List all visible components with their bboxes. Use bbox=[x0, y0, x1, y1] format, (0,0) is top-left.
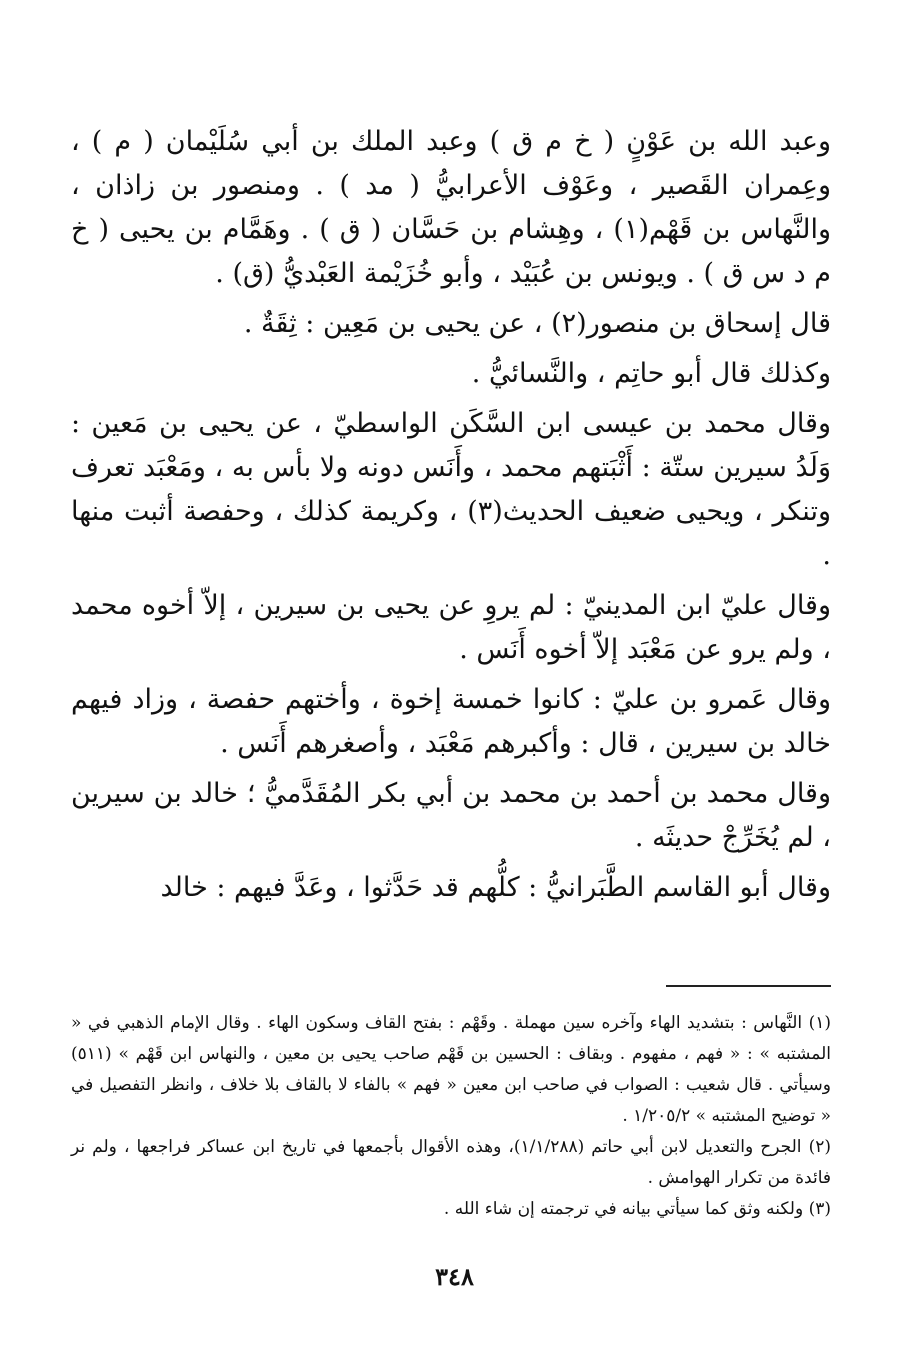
paragraph-ibn-al-madini: وقال عليّ ابن المدينيّ : لم يروِ عن يحيى بن سيرين ، إلاّ أخوه محمد ، ولم يرو عن مَعْبَد إلاّ أخوه أَنَس . bbox=[71, 590, 831, 665]
paragraph-abu-hatim: وكذلك قال أبو حاتِم ، والنَّسائيُّ . bbox=[471, 358, 831, 389]
footnotes bbox=[71, 1008, 831, 1225]
main-text bbox=[71, 120, 831, 910]
paragraph-al-muqaddami: وقال محمد بن أحمد بن محمد بن أبي بكر المُقَدَّميُّ ؛ خالد بن سيرين ، لم يُخَرِّجْ حديثَه . bbox=[71, 778, 831, 853]
paragraph-ishaq: قال إسحاق بن منصور(٢) ، عن يحيى بن مَعِين : ثِقَةٌ . bbox=[243, 308, 831, 339]
page-number: ٣٤٨ bbox=[435, 1262, 474, 1291]
paragraph-amr-ibn-ali: وقال عَمرو بن عليّ : كانوا خمسة إخوة ، وأختهم حفصة ، وزاد فيهم خالد بن سيرين ، قال : وأكبرهم مَعْبَد ، وأصغرهم أَنَس . bbox=[71, 684, 831, 759]
paragraph-al-tabarani: وقال أبو القاسم الطَّبَرانيُّ : كلُّهم قد حَدَّثوا ، وعَدَّ فيهم : خالد bbox=[160, 872, 831, 903]
paragraph-ibn-al-sakan: وقال محمد بن عيسى ابن السَّكَن الواسطيّ ، عن يحيى بن مَعين : وَلَدُ سيرين ستّة : أَثْبَتهم محمد ، وأَنَس دونه ولا بأس به ، ومَعْبَد تعرف وتنكر ، ويحيى ضعيف الحديث(٣) ، وكريمة كذلك ، وحفصة أثبت منها . bbox=[71, 408, 832, 571]
footnote-divider bbox=[666, 985, 831, 987]
paragraph-narrators: وعبد الله بن عَوْنٍ ( خ م ق ) وعبد الملك بن أبي سُلَيْمان ( م ) ، وعِمران القَصير ، وعَوْف الأعرابيُّ ( مد ) . ومنصور بن زاذان ، والنَّهاس بن قَهْم(١) ، وهِشام بن حَسَّان ( ق ) . وهَمَّام بن يحيى ( خ م د س ق ) . ويونس بن عُبَيْد ، وأبو خُزَيْمة العَبْديُّ (ق) . bbox=[71, 126, 831, 289]
footnote-3: (٣) ولكنه وثق كما سيأتي بيانه في ترجمته إن شاء الله . bbox=[443, 1199, 831, 1219]
footnote-1: (١) النَّهاس : بتشديد الهاء وآخره سين مهملة . وقَهْم : بفتح القاف وسكون الهاء . وقال الإمام الذهبي في « المشتبه » : « فهم ، مفهوم . وبقاف : الحسين بن قَهْم صاحب يحيى بن معين ، والنهاس ابن قَهْم » (٥١١) وسيأتي . قال شعيب : الصواب في صاحب ابن معين « فهم » بالفاء لا بالقاف بلا خلاف ، وانظر التفصيل في « توضيح المشتبه » ١/٢٠٥/٢ . bbox=[71, 1013, 831, 1126]
footnote-2: (٢) الجرح والتعديل لابن أبي حاتم (١/١/٢٨٨)، وهذه الأقوال بأجمعها في تاريخ ابن عساكر فراجعها ، ولم نر فائدة من تكرار الهوامش . bbox=[71, 1137, 831, 1188]
